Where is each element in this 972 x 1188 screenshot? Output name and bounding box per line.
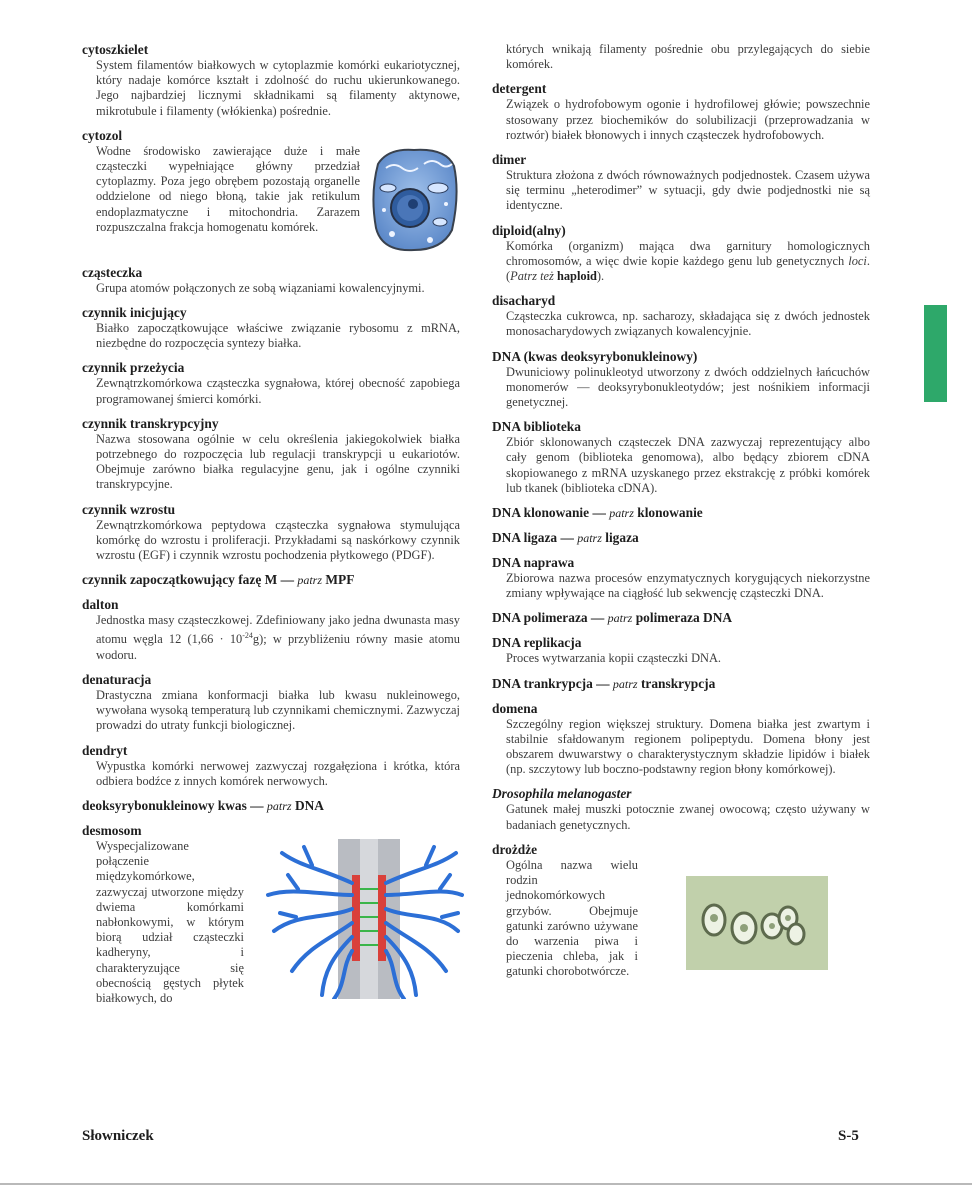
term: cytoszkielet [82,42,149,57]
definition: Szczególny region większej struktury. Domena białka jest zwartym i stabilnie sfałdowanym regionem polipeptydu. Domena błony jest obszarem dwuwarstwy o charakterystycznym składzie lipidów i białek (np. szczytowy lub boczno-podstawny region błony komórkowej). [506,716,870,777]
term: cząsteczka [82,264,143,280]
term: DNA biblioteka [492,419,581,435]
entry-dna-biblioteka [492,419,870,496]
entry-cytozol [82,128,460,256]
cell-illustration [368,144,460,256]
cross-ref-target[interactable]: MPF [325,572,355,588]
definition-exponent: -24 [242,631,253,641]
definition: Zewnątrzkomórkowa peptydowa cząsteczka sygnałowa stymulująca komórkę do wzrostu i proliferacji. Przykładami są naskórkowy czynnik wzrostu (EGF) i czynnik wzrostu pochodzenia płytkowego (PDGF). [96,517,460,563]
term: czynnik inicjujący [82,305,187,321]
term: disacharyd [492,293,556,309]
page-bottom-edge [0,1183,972,1185]
term-text: DNA ligaza [492,530,558,546]
term: czynnik wzrostu [82,501,176,517]
definition: Struktura złożona z dwóch równoważnych podjednostek. Czasem używa się terminu „heterodimer” w sytuacji, gdy dwie podjednostki nie są identyczne. [506,168,870,213]
term-text: DNA klonowanie [492,505,590,521]
definition: Wyspecjalizowane połączenie międzykomórkowe, zazwyczaj utworzone między dwiema komórkami nabłonkowymi, w którym biorą udział cząsteczki kadheryny, i charakteryzujące się obecnością gęstych płytek białkowych, do [96,839,244,1006]
entry-czynnik-inicjujacy [82,305,460,351]
definition: Związek o hydrofobowym ogonie i hydrofilowej główie; powszechnie stosowany przez biochemików do solubilizacji (przeprowadzania w roztwór) białek błonowych i innych cząsteczek hydrofobowych. [506,97,870,142]
term-with-reference: czynnik zapoczątkowujący fazę M — patrz MPF [82,572,355,588]
term-with-reference: deoksyrybonukleinowy kwas — patrz DNA [82,798,324,813]
definition-part: g); w przybliżeniu równy masie atomu wodoru. [96,632,460,662]
definition: Nazwa stosowana ogólnie w celu określenia jakiegokolwiek białka potrzebnego do rozpoczęcia lub regulacji transkrypcji u eukariotów. Obejmuje zarówno białka regulacyjne genu, jak i ogólne czynniki transkrypcyjne. [96,431,460,492]
entry-dna-polimeraza [492,610,870,626]
entry-dna-trankrypcja [492,676,870,692]
entry-dendryt [82,743,460,789]
cross-ref-label: Patrz też [510,269,554,284]
definition: Gatunek małej muszki potocznie zwanej owocową; często używany w badaniach genetycznych. [506,802,870,832]
term: czynnik przeżycia [82,360,185,376]
cross-ref-target[interactable]: haploid [556,269,597,284]
entry-dna-naprawa [492,555,870,601]
term: dendryt [82,742,128,758]
footer-section-title: Słowniczek [82,1128,154,1144]
entry-domena [492,701,870,778]
cross-ref-label: patrz [577,531,602,546]
term: cytozol [82,127,123,143]
yeast-micrograph [686,876,828,970]
entry-czynnik-wzrostu [82,502,460,564]
entry-disacharyd [492,293,870,339]
term-italic: Drosophila melanogaster [492,786,632,802]
cross-ref-label: patrz [612,676,638,691]
definition: Grupa atomów połączonych ze sobą wiązaniami kowalencyjnymi. [96,280,425,295]
definition: Cząsteczka cukrowca, np. sacharozy, składająca się z dwóch jednostek monosacharydowych związanych kowalencyjnie. [506,309,870,339]
term-text: DNA polimeraza [492,610,588,626]
definition-continued: których wnikają filamenty pośrednie obu przylegających do siebie komórek. [506,42,870,72]
definition: Wodne środowisko zawierające duże i małe cząsteczki wypełniające główny przedział cytoplazmy. Poza jego obrębem pozostają organelle oddzielone od niego błoną, takie jak retikulum endoplazmatyczne i mitochondria. Zarazem rozpuszczalna frakcja homogenatu komórek. [96,143,360,234]
entry-czynnik-transkrypcyjny [82,416,460,493]
section-tab-marker [924,305,947,402]
term: DNA (kwas deoksyrybonukleinowy) [492,348,698,364]
definition-part: Jednostka masy cząsteczkowej. Zdefiniowany jako jedna dwunasta masy atomu węgla 12 (1,66 · 10 [96,613,460,647]
definition-italic: loci [848,253,867,268]
term-text: czynnik zapoczątkowujący fazę M [82,572,278,588]
cross-ref-target[interactable]: klonowanie [637,505,703,521]
entry-dimer [492,152,870,214]
cross-ref-label: patrz [607,611,633,626]
definition [506,239,870,285]
entry-diploid [492,223,870,285]
term-with-reference: DNA polimeraza — patrz polimeraza DNA [492,610,733,626]
entry-czasteczka [82,265,460,296]
term: diploid(alny) [492,222,566,238]
entry-drosophila [492,786,870,832]
definition: Dwuniciowy polinukleotyd utworzony z dwóch oddzielnych łańcuchów monomerów — deoksyrybonukleotydów; jest nośnikiem informacji genetycznej. [506,364,870,410]
cross-ref-label: patrz [609,506,634,521]
term: detergent [492,81,547,97]
cross-ref-label: patrz [297,573,323,588]
term-with-reference: DNA ligaza — patrz ligaza [492,530,639,546]
definition: System filamentów białkowych w cytoplazmie komórki eukariotycznej, który nadaje komórce kształt i zdolność do ruchu ukierunkowanego. Jego najbardziej licznymi składnikami są filamenty aktynowe, mikrotubule i filamenty (włókienka) pośrednie. [96,58,460,118]
entry-dna-klonowanie [492,505,870,521]
term-text: deoksyrybonukleinowy kwas [82,798,247,813]
entry-cytoszkielet [82,42,460,119]
entry-desmosom [82,823,460,1006]
term: czynnik transkrypcyjny [82,415,219,431]
term-text: DNA trankrypcja [492,675,593,691]
cross-ref-target[interactable]: transkrypcja [640,675,716,691]
definition: Ogólna nazwa wielu rodzin jednokomórkowych grzybów. Obejmuje gatunki zarówno używane do warzenia piwa i pieczenia chleba, jak i gatunki chorobotwórcze. [506,857,638,979]
definition-part: ). [596,269,605,284]
entry-dalton [82,597,460,663]
term: drożdże [492,841,538,857]
entry-desmosom-continued [492,42,870,72]
entry-denaturacja [82,672,460,734]
definition: Proces wytwarzania kopii cząsteczki DNA. [506,651,722,666]
definition: Wypustka komórki nerwowej zazwyczaj rozgałęziona i krótka, która odbiera bodźce z innych komórek nerwowych. [96,758,460,788]
right-column [492,42,870,989]
definition: Zbiór sklonowanych cząsteczek DNA zazwyczaj reprezentujący albo cały genom (biblioteka genomowa), albo będący zbiorem cDNA skopiowanego z mRNA uzyskanego przez ekstrakcję z próbki komórek lub tkanek (biblioteka cDNA). [506,435,870,495]
definition: Białko zapoczątkowujące właściwe związanie rybosomu z mRNA, niezbędne do rozpoczęcia syntezy białka. [96,321,460,351]
entry-dna [492,349,870,411]
definition-part: Komórka (organizm) mająca dwa garnitury homologicznych chromosomów, a więc dwie kopie każdego genu lub genetycznych [506,238,870,268]
entry-dna-ligaza [492,530,870,546]
term: dimer [492,152,527,168]
term-with-reference: DNA klonowanie — patrz klonowanie [492,505,703,521]
definition: Zbiorowa nazwa procesów enzymatycznych korygujących niekorzystne zmiany wpływające na ciągłość lub sekwencję cząsteczki DNA. [506,571,870,601]
definition [96,613,460,663]
entry-czynnik-zapoczatkowujacy [82,572,460,588]
cross-ref-target[interactable]: ligaza [605,530,639,546]
entry-czynnik-przezycia [82,360,460,406]
entry-drozdze [492,842,870,980]
cross-ref-target[interactable]: polimeraza DNA [635,610,733,626]
cross-ref-target[interactable]: DNA [294,798,324,813]
term: DNA naprawa [492,555,575,571]
definition-part: . ( [506,253,870,284]
term: dalton [82,597,119,613]
term [492,786,870,802]
page-number: S-5 [838,1128,859,1144]
definition: Zewnątrzkomórkowa cząsteczka sygnałowa, której obecność zapobiega programowanej śmierci komórki. [96,376,460,406]
term: DNA replikacja [492,635,582,651]
definition: Drastyczna zmiana konformacji białka lub kwasu nukleinowego, wywołana wysoką temperaturą lub czynnikami chemicznymi. Zazwyczaj prowadzi do utraty funkcji biologicznej. [96,687,460,733]
term: desmosom [82,823,142,838]
cross-ref-label: patrz [266,799,292,813]
entry-detergent [492,81,870,143]
desmosome-illustration [252,839,464,999]
entry-deoksyrybonukleinowy-kwas [82,798,460,814]
term: domena [492,700,538,716]
term-with-reference: DNA trankrypcja — patrz transkrypcja [492,675,716,691]
left-column [82,42,460,1015]
term: denaturacja [82,671,152,687]
entry-dna-replikacja [492,635,870,666]
